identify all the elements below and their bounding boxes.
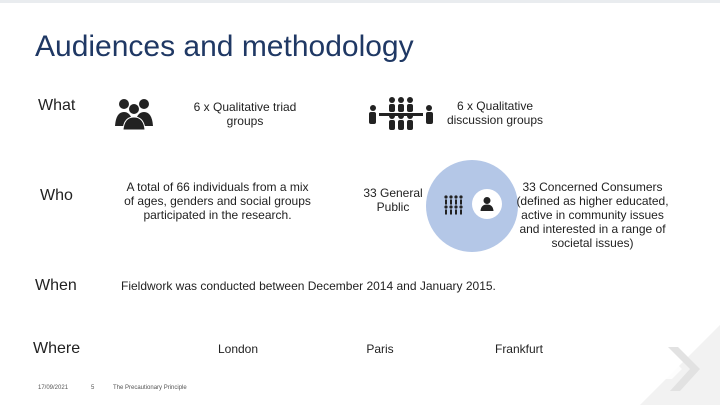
general-public-text [355,186,431,214]
crowd-icon [442,195,464,215]
concerned-line-4: and interested in a range of [519,222,666,236]
general-public-line-1: 33 General [363,186,423,200]
concerned-consumers-text [510,180,675,250]
concerned-line-1: 33 Concerned Consumers [522,180,663,194]
concerned-line-2: (defined as higher educated, [516,194,669,208]
triad-line-1: 6 x Qualitative triad [193,100,297,114]
discussion-line-2: discussion groups [446,113,544,127]
general-public-line-2: Public [376,200,410,214]
total-line-2: of ages, genders and social groups [124,194,311,208]
three-people-icon [113,96,157,130]
row-label-when: When [35,277,77,294]
concerned-line-5: societal issues) [551,236,634,250]
city-frankfurt: Frankfurt [494,342,543,356]
triad-groups-text [170,100,320,128]
total-line-1: A total of 66 individuals from a mix [126,180,309,194]
triad-line-2: groups [226,114,264,128]
city-london: London [217,342,259,356]
corner-arrow-decoration [640,325,720,405]
row-label-who: Who [40,187,73,204]
slide-title: Audiences and methodology [35,30,414,63]
top-divider [0,0,720,3]
fieldwork-text: Fieldwork was conducted between December 2014 and January 2015. [121,279,496,293]
row-label-where: Where [33,340,81,357]
footer-date: 17/09/2021 [38,385,69,391]
row-label-what: What [38,97,76,114]
concerned-line-3: active in community issues [521,208,664,222]
total-line-3: participated in the research. [143,208,292,222]
discussion-groups-text [430,99,560,127]
total-participants-text [115,180,320,222]
footer-document-title: The Precautionary Principle [113,385,187,391]
city-paris: Paris [366,342,394,356]
discussion-group-icon [366,96,436,132]
person-icon [479,196,495,212]
discussion-line-1: 6 x Qualitative [456,99,534,113]
footer-page-number: 5 [91,385,95,391]
